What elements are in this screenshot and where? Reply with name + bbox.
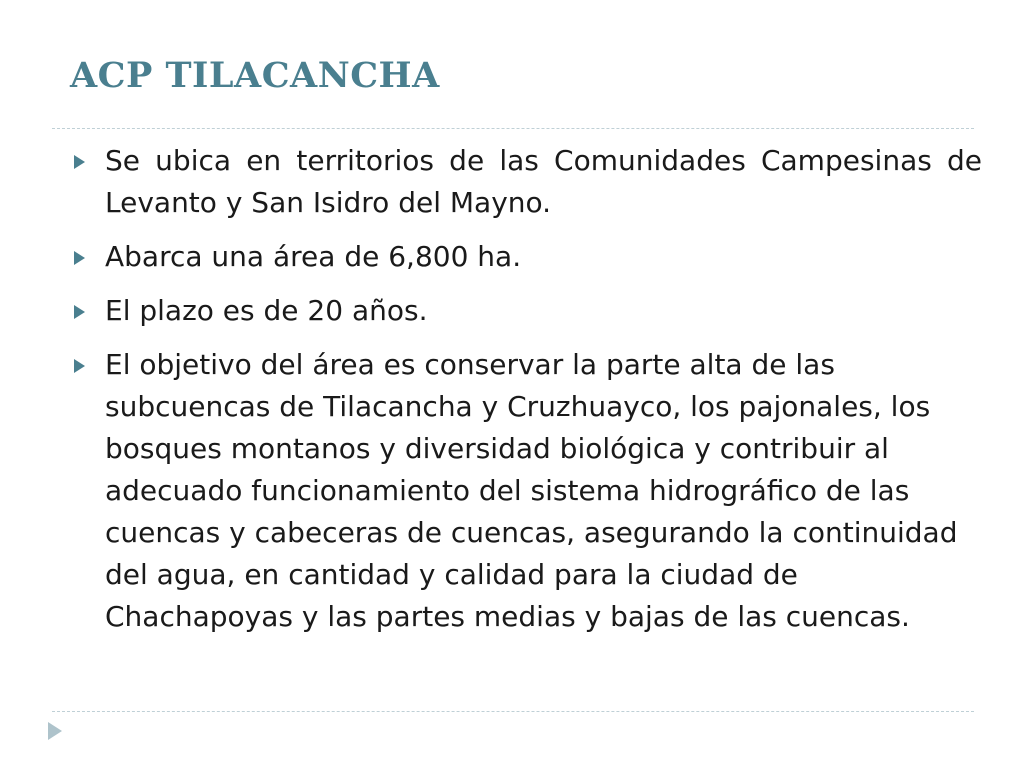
bullet-triangle-icon: [74, 359, 85, 373]
bullet-item: [74, 290, 982, 332]
bullet-list: [74, 140, 982, 650]
bullet-item: [74, 344, 982, 638]
bullet-text: El plazo es de 20 años.: [105, 294, 428, 327]
bullet-triangle-icon: [74, 305, 85, 319]
bullet-text: Se ubica en territorios de las Comunidades Campesinas de Levanto y San Isidro del Mayno.: [105, 144, 982, 219]
bullet-triangle-icon: [74, 251, 85, 265]
bullet-item: [74, 140, 982, 224]
title-divider: [52, 128, 974, 129]
footer-divider: [52, 711, 974, 712]
bullet-text: El objetivo del área es conservar la parte alta de las subcuencas de Tilacancha y Cruzhuayco, los pajonales, los bosques montanos y diversidad biológica y contribuir al adecuado funcionamiento del sistema hidrográfico de las cuencas y cabeceras de cuencas, asegurando la continuidad del agua, en cantidad y calidad para la ciudad de Chachapoyas y las partes medias y bajas de las cuencas.: [105, 348, 958, 633]
slide-title: ACP TILACANCHA: [70, 55, 440, 96]
bullet-text: Abarca una área de 6,800 ha.: [105, 240, 522, 273]
bullet-triangle-icon: [74, 155, 85, 169]
bullet-item: [74, 236, 982, 278]
corner-triangle-icon: [48, 722, 62, 740]
